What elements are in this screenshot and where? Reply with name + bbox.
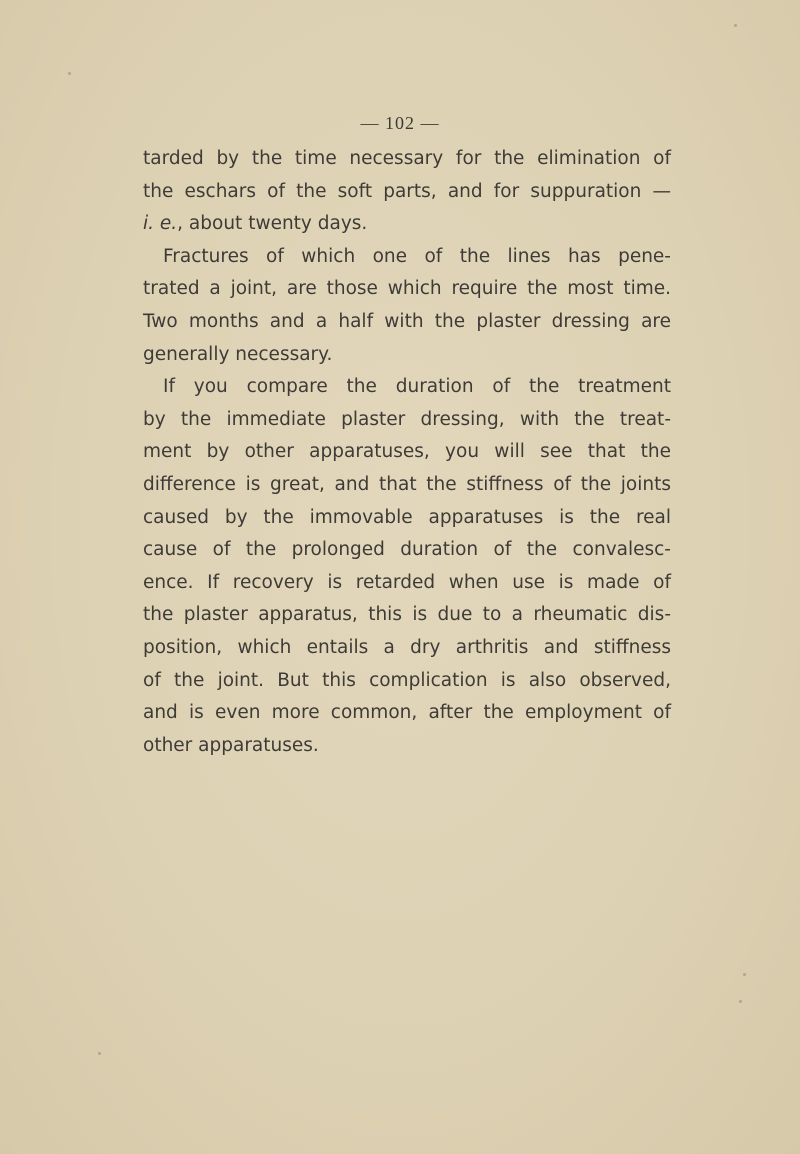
body-text bbox=[143, 143, 671, 762]
paper-speck bbox=[743, 973, 746, 976]
text-line: the eschars of the soft parts, and for suppuration — bbox=[143, 180, 671, 202]
text-fragment: , about twenty days. bbox=[177, 213, 368, 235]
text-line: trated a joint, are those which require the most time. bbox=[143, 278, 671, 300]
text-line bbox=[143, 208, 671, 241]
paragraph-2 bbox=[143, 241, 671, 371]
paper-speck bbox=[734, 24, 737, 27]
text-line: of the joint. But this complication is also observed, bbox=[143, 669, 671, 691]
text-line: generally necessary. bbox=[143, 343, 333, 365]
text-line: the plaster apparatus, this is due to a rheumatic dis- bbox=[143, 604, 671, 626]
text-line: other apparatuses. bbox=[143, 734, 319, 756]
paper-speck bbox=[68, 72, 71, 75]
text-line: caused by the immovable apparatuses is the real bbox=[143, 506, 671, 528]
text-line: Fractures of which one of the lines has pene- bbox=[163, 245, 671, 267]
text-line: position, which entails a dry arthritis and stiffness bbox=[143, 636, 671, 658]
text-line: and is even more common, after the employment of bbox=[143, 702, 671, 724]
text-line: ence. If recovery is retarded when use is made of bbox=[143, 571, 671, 593]
text-line: cause of the prolonged duration of the convalesc- bbox=[143, 539, 671, 561]
text-line: tarded by the time necessary for the elimination of bbox=[143, 148, 671, 169]
text-line: by the immediate plaster dressing, with the treat- bbox=[143, 408, 671, 430]
text-line: difference is great, and that the stiffness of the joints bbox=[143, 473, 671, 495]
text-line: ment by other apparatuses, you will see that the bbox=[143, 441, 671, 463]
text-line: If you compare the duration of the treatment bbox=[163, 376, 671, 398]
text-line: Two months and a half with the plaster dressing are bbox=[143, 310, 671, 332]
paragraph-1 bbox=[143, 143, 671, 241]
paper-speck bbox=[98, 1052, 101, 1055]
paper-speck bbox=[739, 1000, 742, 1003]
italic-abbreviation: i. e. bbox=[143, 213, 178, 235]
page-number: — 102 — bbox=[360, 113, 440, 133]
paragraph-3 bbox=[143, 371, 671, 762]
